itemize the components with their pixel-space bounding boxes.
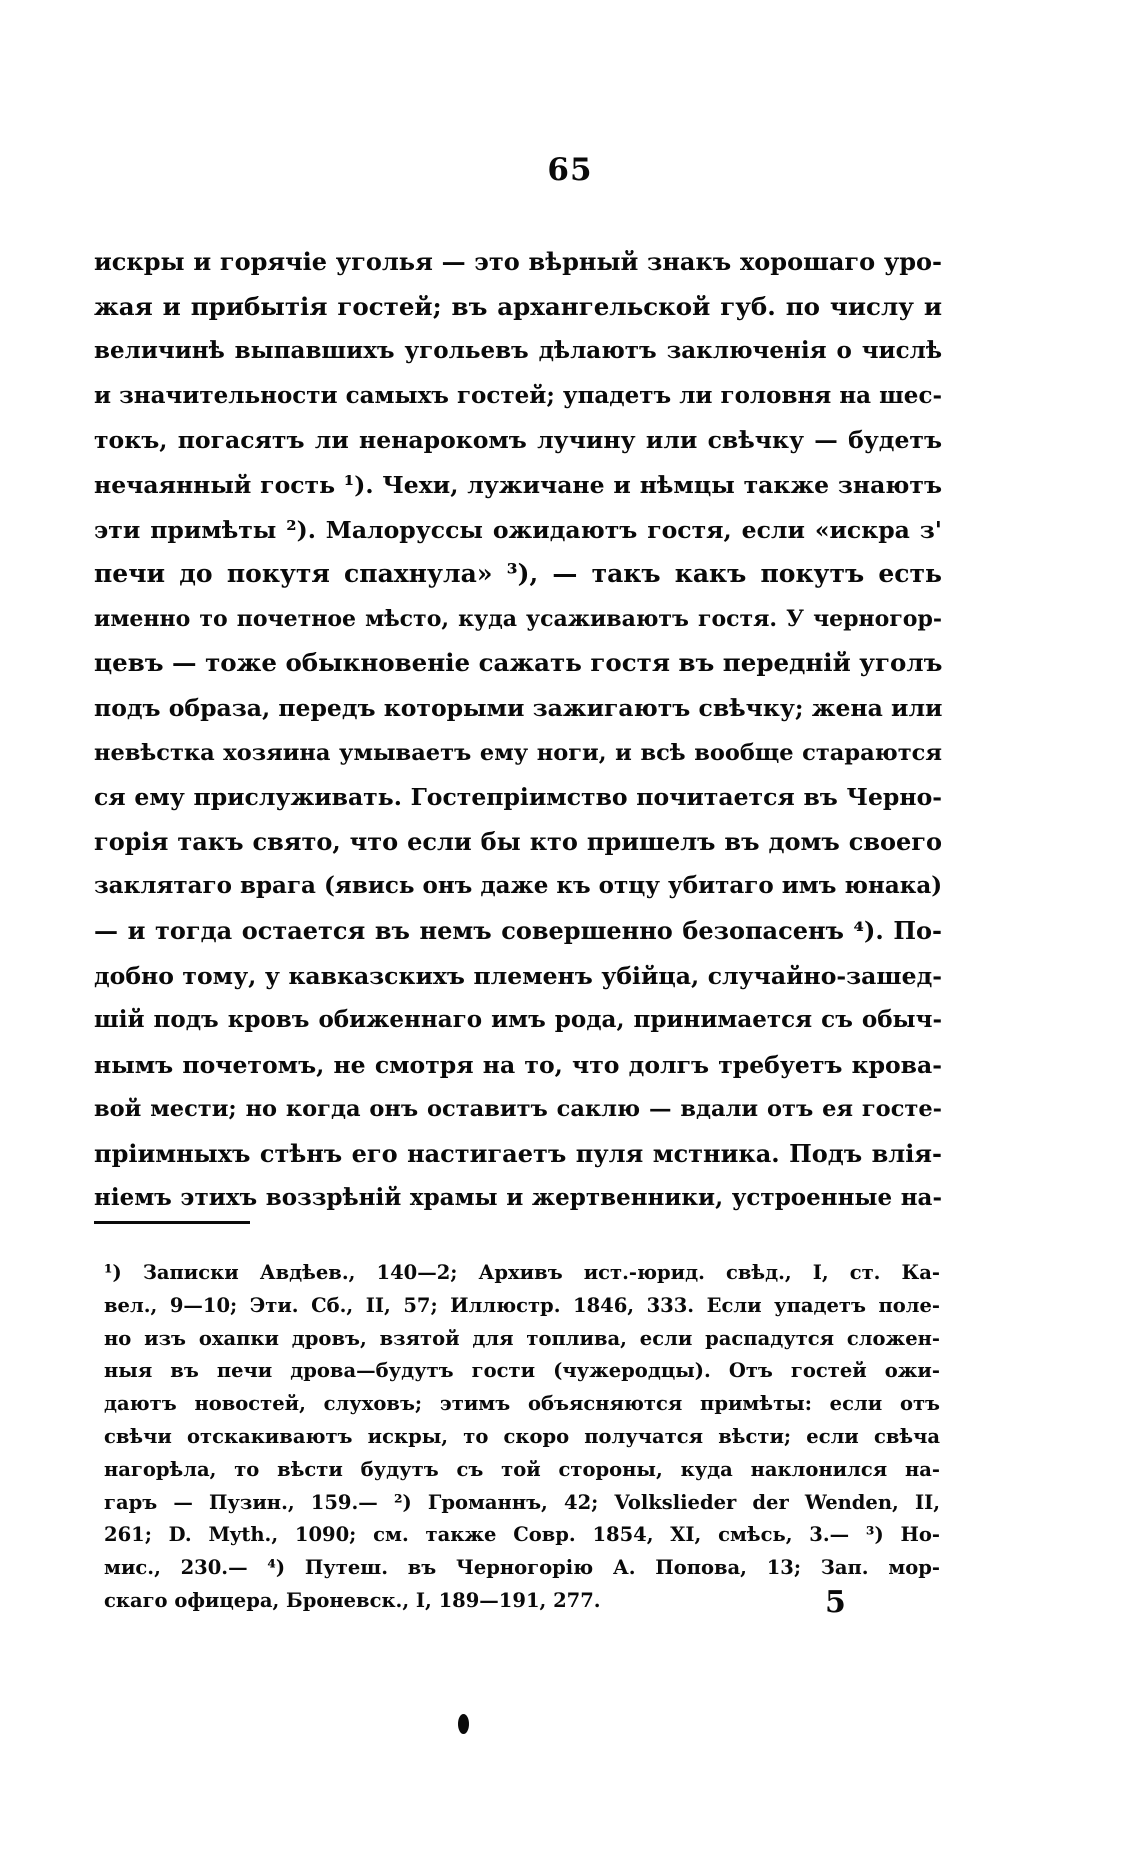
body-line: нечаянный гость ¹). Чехи, лужичане и нѣмцы также знаютъ (94, 470, 942, 499)
body-line: вой мести; но когда онъ оставитъ саклю — вдали отъ ея госте- (94, 1096, 942, 1123)
body-line: токъ, погасятъ ли ненарокомъ лучину или свѣчку — будетъ (94, 426, 942, 455)
body-line: пріимныхъ стѣнъ его настигаетъ пуля мстника. Подъ влія- (94, 1138, 942, 1168)
ink-dot (458, 1714, 469, 1734)
body-line: жая и прибытія гостей; въ архангельской губ. по числу и (94, 291, 942, 321)
body-line: цевъ — тоже обыкновеніе сажать гостя въ передній уголъ (94, 648, 943, 678)
footnote-line: скаго офицера, Броневск., I, 189—191, 277. (104, 1588, 601, 1612)
body-line: искры и горячіе уголья — это вѣрный знакъ хорошаго уро- (94, 247, 942, 276)
body-line: именно то почетное мѣсто, куда усаживаютъ гостя. У черногор- (94, 605, 942, 632)
page-number: 65 (547, 152, 593, 188)
footnote-line: ¹) Записки Авдѣев., 140—2; Архивъ ист.-юрид. свѣд., I, ст. Ка- (104, 1261, 940, 1284)
body-line: ніемъ этихъ воззрѣній храмы и жертвенники, устроенные на- (94, 1184, 942, 1212)
footnote-line: вел., 9—10; Эти. Сб., II, 57; Иллюстр. 1846, 333. Если упадетъ поле- (104, 1293, 940, 1317)
body-line: ся ему прислуживать. Гостепріимство почитается въ Черно- (94, 783, 942, 812)
body-line: величинѣ выпавшихъ угольевъ дѣлаютъ заключенія о числѣ (94, 337, 942, 365)
footnote-line: ныя въ печи дрова—будутъ гости (чужеродцы). Отъ гостей ожи- (104, 1359, 940, 1383)
footnote-line: гаръ — Пузин., 159.— ²) Громаннъ, 42; Volkslieder der Wenden, II, (104, 1490, 940, 1514)
body-line: и значительности самыхъ гостей; упадетъ ли головня на шес- (94, 381, 942, 409)
body-line: шій подъ кровъ обиженнаго имъ рода, принимается съ обыч- (94, 1006, 942, 1034)
body-text (94, 240, 942, 1221)
footnote-line: даютъ новостей, слуховъ; этимъ объясняются примѣты: если отъ (104, 1392, 940, 1416)
footnote-line: свѣчи отскакиваютъ искры, то скоро получатся вѣсти; если свѣча (104, 1424, 940, 1448)
footnote-line: мис., 230.— ⁴) Путеш. въ Черногорію А. Попова, 13; Зап. мор- (104, 1556, 940, 1580)
body-line: — и тогда остается въ немъ совершенно безопасенъ ⁴). По- (94, 915, 942, 945)
body-line: горія такъ свято, что если бы кто пришелъ въ домъ своего (94, 826, 942, 856)
body-line: нымъ почетомъ, не смотря на то, что долгъ требуетъ крова- (94, 1050, 942, 1079)
footnote-line: нагорѣла, то вѣсти будутъ съ той стороны, куда наклонился на- (104, 1457, 940, 1481)
signature-mark: 5 (825, 1585, 846, 1620)
footnote-line: но изъ охапки дровъ, взятой для топлива, если распадутся сложен- (104, 1326, 940, 1350)
footnote-line: 261; D. Myth., 1090; см. также Совр. 1854, XI, смѣсь, 3.— ³) Но- (104, 1523, 940, 1547)
body-line: невѣстка хозяина умываетъ ему ноги, и всѣ вообще стараются (94, 739, 942, 766)
body-line: печи до покутя спахнула» ³), — такъ какъ покутъ есть (94, 559, 942, 589)
body-line: эти примѣты ²). Малоруссы ожидаютъ гостя, если «искра з' (94, 515, 942, 544)
footnote-rule (94, 1221, 250, 1224)
body-line: заклятаго врага (явись онъ даже къ отцу убитаго имъ юнака) (94, 872, 943, 900)
body-line: добно тому, у кавказскихъ племенъ убійца, случайно-зашед- (94, 961, 942, 990)
body-line: подъ образа, передъ которыми зажигаютъ свѣчку; жена или (94, 693, 943, 722)
footnotes (104, 1257, 940, 1618)
